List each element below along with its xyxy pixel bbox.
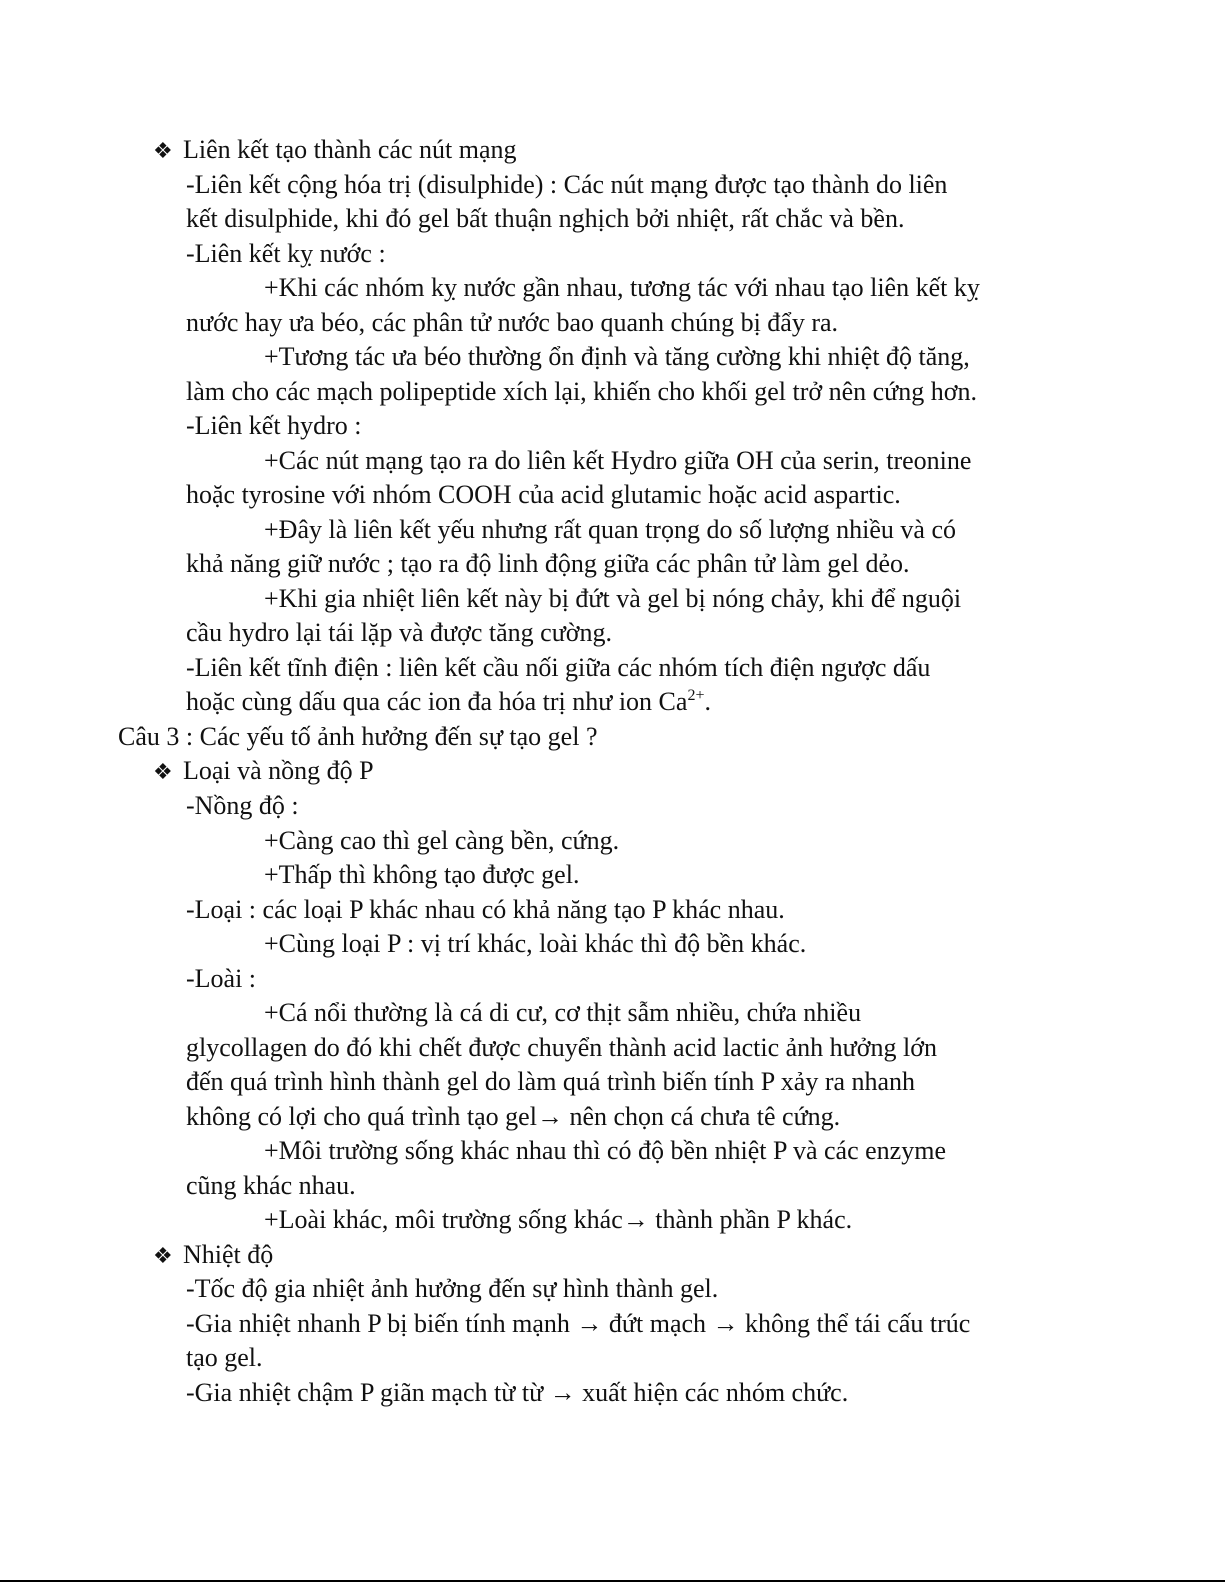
- text-line: -Loài :: [186, 964, 257, 993]
- text-line: -Gia nhiệt chậm P giãn mạch từ từ → xuất hiện các nhóm chức.: [186, 1378, 849, 1407]
- text-line: -Liên kết tĩnh điện : liên kết cầu nối giữa các nhóm tích điện ngược dấu: [186, 653, 931, 682]
- text-line: khả năng giữ nước ; tạo ra độ linh động giữa các phân tử làm gel dẻo.: [186, 549, 910, 578]
- text-line: cầu hydro lại tái lặp và được tăng cường.: [186, 618, 613, 647]
- text-line: +Tương tác ưa béo thường ổn định và tăng cường khi nhiệt độ tăng,: [264, 342, 970, 371]
- bullet-heading: [153, 133, 517, 169]
- text-line: +Loài khác, môi trường sống khác→ thành phần P khác.: [264, 1205, 853, 1234]
- text-line: hoặc tyrosine với nhóm COOH của acid glutamic hoặc acid aspartic.: [186, 480, 901, 509]
- bullet-heading: [153, 1238, 273, 1274]
- text-line: nước hay ưa béo, các phân tử nước bao quanh chúng bị đẩy ra.: [186, 308, 839, 337]
- text-line: đến quá trình hình thành gel do làm quá trình biến tính P xảy ra nhanh: [186, 1067, 916, 1096]
- text-line: làm cho các mạch polipeptide xích lại, khiến cho khối gel trở nên cứng hơn.: [186, 377, 978, 406]
- text-line: glycollagen do đó khi chết được chuyển thành acid lactic ảnh hưởng lớn: [186, 1033, 937, 1062]
- page-bottom-divider: [0, 1580, 1225, 1582]
- text-line: -Loại : các loại P khác nhau có khả năng tạo P khác nhau.: [186, 895, 785, 924]
- diamond-bullet-icon: ❖: [153, 139, 173, 164]
- question-heading: Câu 3 : Các yếu tố ảnh hưởng đến sự tạo gel ?: [118, 722, 598, 751]
- text-segment: hoặc cùng dấu qua các ion đa hóa trị như ion Ca: [186, 687, 688, 716]
- text-line: +Cùng loại P : vị trí khác, loài khác thì độ bền khác.: [264, 929, 807, 958]
- text-line: +Khi gia nhiệt liên kết này bị đứt và gel bị nóng chảy, khi để nguội: [264, 584, 962, 613]
- text-line: -Nồng độ :: [186, 791, 299, 820]
- text-line: kết disulphide, khi đó gel bất thuận nghịch bởi nhiệt, rất chắc và bền.: [186, 204, 905, 233]
- text-line: -Liên kết cộng hóa trị (disulphide) : Các nút mạng được tạo thành do liên: [186, 170, 948, 199]
- text-line: -Liên kết hydro :: [186, 411, 362, 440]
- text-segment-tail: .: [704, 687, 711, 716]
- text-line: +Môi trường sống khác nhau thì có độ bền nhiệt P và các enzyme: [264, 1136, 946, 1165]
- text-line: +Cá nổi thường là cá di cư, cơ thịt sẫm nhiều, chứa nhiều: [264, 998, 862, 1027]
- text-line: +Đây là liên kết yếu nhưng rất quan trọng do số lượng nhiều và có: [264, 515, 956, 544]
- text-line: +Càng cao thì gel càng bền, cứng.: [264, 826, 620, 855]
- text-line: -Liên kết kỵ nước :: [186, 239, 386, 268]
- heading-text: Liên kết tạo thành các nút mạng: [183, 135, 517, 164]
- heading-text: Nhiệt độ: [183, 1240, 274, 1269]
- diamond-bullet-icon: ❖: [153, 1244, 173, 1269]
- heading-text: Loại và nồng độ P: [183, 756, 374, 785]
- text-line: -Tốc độ gia nhiệt ảnh hưởng đến sự hình thành gel.: [186, 1274, 719, 1303]
- text-line: -Gia nhiệt nhanh P bị biến tính mạnh → đứt mạch → không thể tái cấu trúc: [186, 1309, 971, 1338]
- text-line: không có lợi cho quá trình tạo gel→ nên chọn cá chưa tê cứng.: [186, 1102, 841, 1131]
- text-line: tạo gel.: [186, 1343, 263, 1372]
- text-line: +Thấp thì không tạo được gel.: [264, 860, 580, 889]
- bullet-heading: [153, 754, 374, 790]
- text-line: +Các nút mạng tạo ra do liên kết Hydro giữa OH của serin, treonine: [264, 446, 972, 475]
- diamond-bullet-icon: ❖: [153, 760, 173, 785]
- superscript-charge: 2+: [687, 687, 705, 704]
- text-line: +Khi các nhóm kỵ nước gần nhau, tương tác với nhau tạo liên kết kỵ: [264, 273, 980, 302]
- text-line: cũng khác nhau.: [186, 1171, 356, 1200]
- text-line-with-superscript: [186, 685, 711, 719]
